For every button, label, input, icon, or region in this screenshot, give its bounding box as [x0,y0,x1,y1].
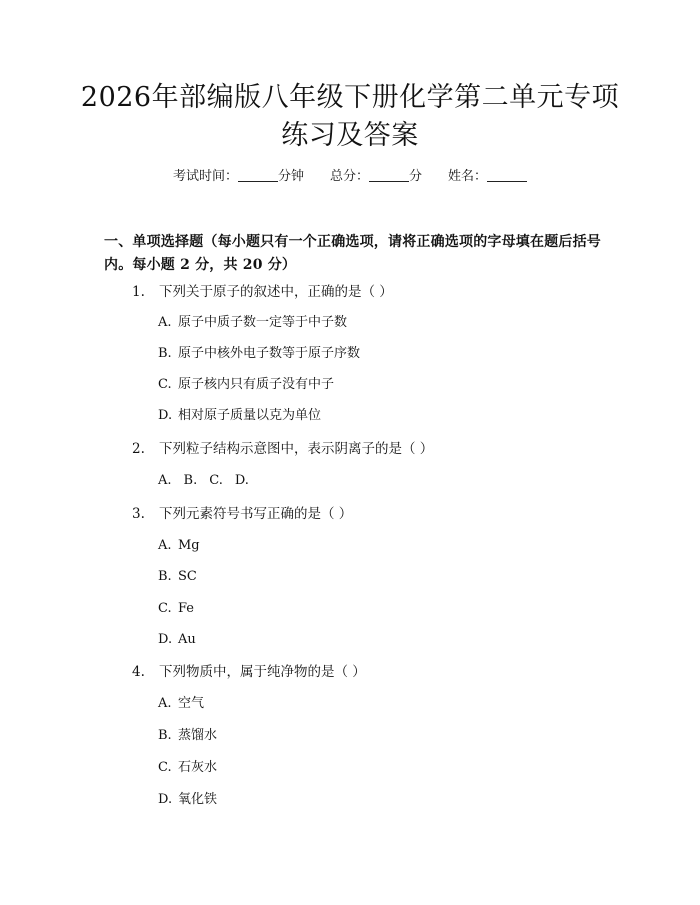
question-3-option-b [158,567,197,587]
question-2-option-c: C. [209,473,223,488]
question-2-option-a: A. [158,473,172,488]
question-4-option-d [158,790,217,810]
option-text: 原子中核外电子数等于原子序数 [178,346,361,361]
option-letter: B. [158,346,172,361]
question-3-option-a [158,536,200,556]
option-text: 氧化铁 [178,792,218,807]
question-1-option-a [158,313,347,333]
question-number: 4. [132,664,145,680]
question-3 [132,504,352,524]
question-1-option-c [158,375,334,395]
question-3-option-c [158,599,194,619]
score-blank[interactable] [369,167,409,182]
option-letter: C. [158,601,172,616]
option-text: 原子中质子数一定等于中子数 [178,315,348,330]
section-1-heading-line-2: 内。每小题 2 分，共 20 分） [104,257,297,273]
question-2-inline-options [158,471,261,491]
document-title-line-1: 2026年部编版八年级下册化学第二单元专项 [80,82,620,113]
question-4 [132,662,366,682]
question-4-option-c [158,758,217,778]
question-text: 下列粒子结构示意图中，表示阴离子的是（ ） [159,441,434,457]
question-2-option-d: D. [234,473,249,488]
option-letter: B. [158,728,172,743]
option-letter: D. [158,408,173,423]
question-text: 下列物质中，属于纯净物的是（ ） [159,664,366,680]
option-text: 蒸馏水 [178,728,218,743]
time-blank[interactable] [238,167,278,182]
score-label: 总分： [329,169,369,184]
question-text: 下列元素符号书写正确的是（ ） [159,506,353,522]
option-text: SC [178,569,197,584]
option-text: Au [178,632,196,647]
option-letter: D. [158,632,173,647]
option-letter: B. [158,569,172,584]
question-number: 1. [132,284,145,300]
question-1 [132,282,393,302]
option-text: Mg [178,538,200,553]
time-unit: 分钟 [277,169,304,184]
time-label: 考试时间： [172,169,238,184]
option-text: 相对原子质量以克为单位 [178,408,322,423]
question-3-option-d [158,630,196,650]
question-2-option-b: B. [183,473,198,488]
question-number: 3. [132,506,145,522]
option-letter: A. [158,315,172,330]
section-1-heading [104,231,602,277]
name-label: 姓名： [448,169,488,184]
question-number: 2. [132,441,145,457]
document-title-line-2: 练习及答案 [281,120,419,151]
option-text: Fe [178,601,195,616]
question-4-option-a [158,694,204,714]
exam-meta-line [0,167,700,187]
option-letter: C. [158,760,172,775]
question-text: 下列关于原子的叙述中，正确的是（ ） [159,284,393,300]
option-text: 空气 [178,696,205,711]
option-text: 石灰水 [178,760,218,775]
option-letter: A. [158,696,172,711]
score-unit: 分 [409,169,423,184]
question-1-option-b [158,344,360,364]
option-letter: D. [158,792,173,807]
option-text: 原子核内只有质子没有中子 [178,377,335,392]
question-2 [132,439,433,459]
question-4-option-b [158,726,217,746]
question-1-option-d [158,406,321,426]
name-blank[interactable] [487,167,527,182]
option-letter: C. [158,377,172,392]
option-letter: A. [158,538,172,553]
section-1-heading-line-1: 一、单项选择题（每小题只有一个正确选项，请将正确选项的字母填在题后括号 [104,234,601,250]
